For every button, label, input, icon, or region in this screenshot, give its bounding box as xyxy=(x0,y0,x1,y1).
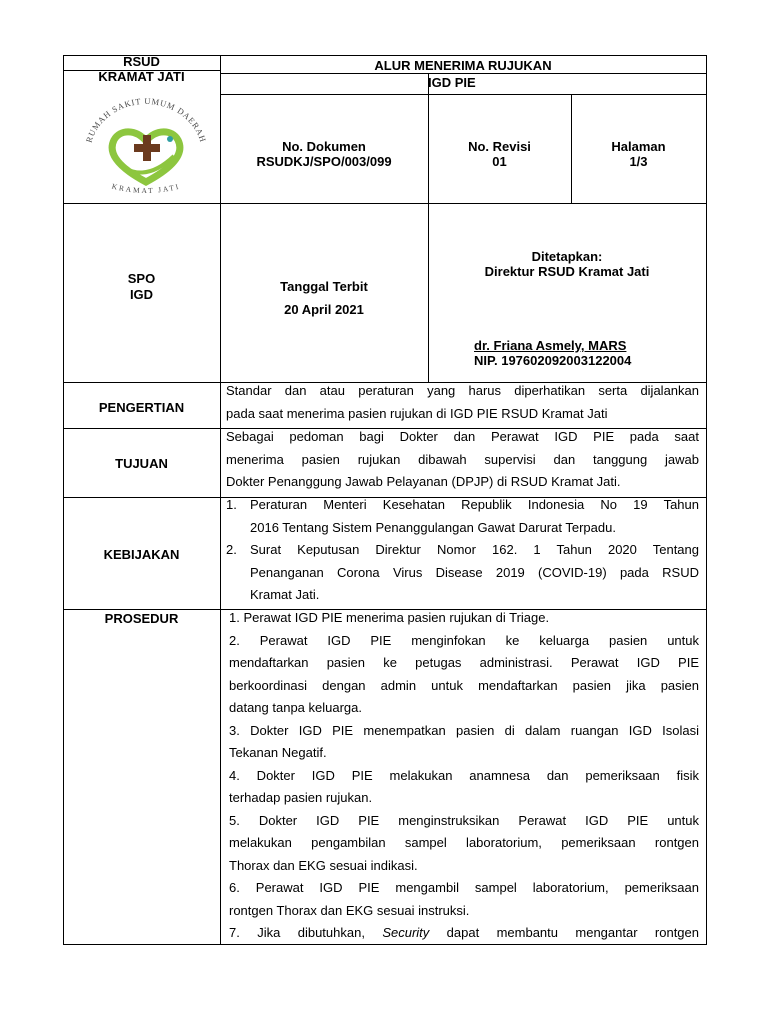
hospital-logo-icon xyxy=(76,96,216,200)
prosedur-line: 3. Dokter IGD PIE menempatkan pasien di dalam ruangan IGD Isolasi xyxy=(229,722,699,738)
approved-by: Direktur RSUD Kramat Jati xyxy=(484,264,650,279)
tujuan-line: menerima pasien rujukan dibawah supervisi dan tanggung jawab xyxy=(226,451,699,467)
kebijakan-line: Surat Keputusan Direktur Nomor 162. 1 Tahun 2020 Tentang xyxy=(250,542,699,557)
prosedur-label: PROSEDUR xyxy=(104,611,179,626)
prosedur-line: Thorax dan EKG sesuai indikasi. xyxy=(229,857,418,873)
prosedur-line: 6. Perawat IGD PIE mengambil sampel laboratorium, pemeriksaan xyxy=(229,880,699,895)
revision-label: No. Revisi xyxy=(468,139,531,154)
prosedur-line: rontgen Thorax dan EKG sesuai instruksi. xyxy=(229,902,470,918)
prosedur-line: terhadap pasien rujukan. xyxy=(229,790,373,805)
hospital-logo xyxy=(76,96,216,200)
tujuan-text xyxy=(226,426,699,494)
page-value: 1/3 xyxy=(629,154,648,169)
revision-value: 01 xyxy=(492,154,507,169)
tujuan-line: Sebagai pedoman bagi Dokter dan Perawat IGD PIE pada saat xyxy=(226,429,699,444)
prosedur-line: 4. Dokter IGD PIE melakukan anamnesa dan pemeriksaan fisik xyxy=(229,767,699,783)
signer-name: dr. Friana Asmely, MARS xyxy=(474,338,627,353)
logo-bottom-text: KRAMAT JATI xyxy=(110,181,182,196)
prosedur-line: melakukan pengambilan sampel laboratorium, pemeriksaan rontgen xyxy=(229,835,699,850)
list-item xyxy=(226,494,699,539)
list-number: 2. xyxy=(226,542,237,557)
prosedur-line: 1. Perawat IGD PIE menerima pasien rujukan di Triage. xyxy=(229,610,550,625)
prosedur-line-7 xyxy=(229,922,699,945)
issue-date-value: 20 April 2021 xyxy=(284,302,364,317)
list-item xyxy=(226,539,699,607)
kebijakan-line: Peraturan Menteri Kesehatan Republik Indonesia No 19 Tahun xyxy=(250,497,699,512)
kebijakan-line: Kramat Jati. xyxy=(250,587,320,602)
kebijakan-line: Penanganan Corona Virus Disease 2019 (COVID-19) pada RSUD xyxy=(250,564,699,580)
doc-number-label: No. Dokumen xyxy=(282,139,366,154)
kebijakan-list xyxy=(226,494,699,607)
signer-nip: NIP. 197602092003122004 xyxy=(474,353,632,368)
prosedur-line: Tekanan Negatif. xyxy=(229,745,327,760)
kebijakan-label: KEBIJAKAN xyxy=(103,547,180,562)
spo-label: SPO xyxy=(127,271,156,286)
document-title: ALUR MENERIMA RUJUKAN xyxy=(374,58,552,73)
org-name-line2: KRAMAT JATI xyxy=(98,69,185,84)
prosedur-line: 5. Dokter IGD PIE menginstruksikan Perawat IGD PIE untuk xyxy=(229,812,699,828)
page-label: Halaman xyxy=(611,139,666,154)
pengertian-line: Standar dan atau peraturan yang harus diperhatikan serta dijalankan xyxy=(226,383,699,398)
logo-arc-text: RUMAH SAKIT UMUM DAERAH xyxy=(83,96,209,144)
doc-number-value: RSUDKJ/SPO/003/099 xyxy=(256,154,392,169)
org-name-line1: RSUD xyxy=(123,54,160,69)
document-subtitle: IGD PIE xyxy=(428,75,476,90)
prosedur-line: 2. Perawat IGD PIE menginfokan ke keluarga pasien untuk xyxy=(229,632,699,648)
pengertian-line: pada saat menerima pasien rujukan di IGD PIE RSUD Kramat Jati xyxy=(226,405,608,421)
tujuan-line: Dokter Penanggung Jawab Pelayanan (DPJP) di RSUD Kramat Jati. xyxy=(226,474,621,489)
step7-suffix: dapat membantu mengantar rontgen xyxy=(429,925,699,940)
pengertian-text xyxy=(226,380,699,425)
kebijakan-line: 2016 Tentang Sistem Penanggulangan Gawat Darurat Terpadu. xyxy=(250,519,616,535)
tujuan-label: TUJUAN xyxy=(115,456,168,471)
issue-date-label: Tanggal Terbit xyxy=(280,279,368,294)
step7-italic: Security xyxy=(382,925,430,940)
approved-label: Ditetapkan: xyxy=(531,249,603,264)
prosedur-line: mendaftarkan pasien ke petugas administrasi. Perawat IGD PIE xyxy=(229,655,699,670)
list-number: 1. xyxy=(226,497,237,512)
prosedur-line: datang tanpa keluarga. xyxy=(229,700,362,715)
prosedur-line: berkoordinasi dengan admin untuk mendaftarkan pasien jika pasien xyxy=(229,677,699,693)
pengertian-label: PENGERTIAN xyxy=(98,400,185,415)
step7-prefix: 7. Jika dibutuhkan, xyxy=(229,925,383,940)
spo-unit: IGD xyxy=(129,287,154,302)
prosedur-steps xyxy=(229,607,699,945)
